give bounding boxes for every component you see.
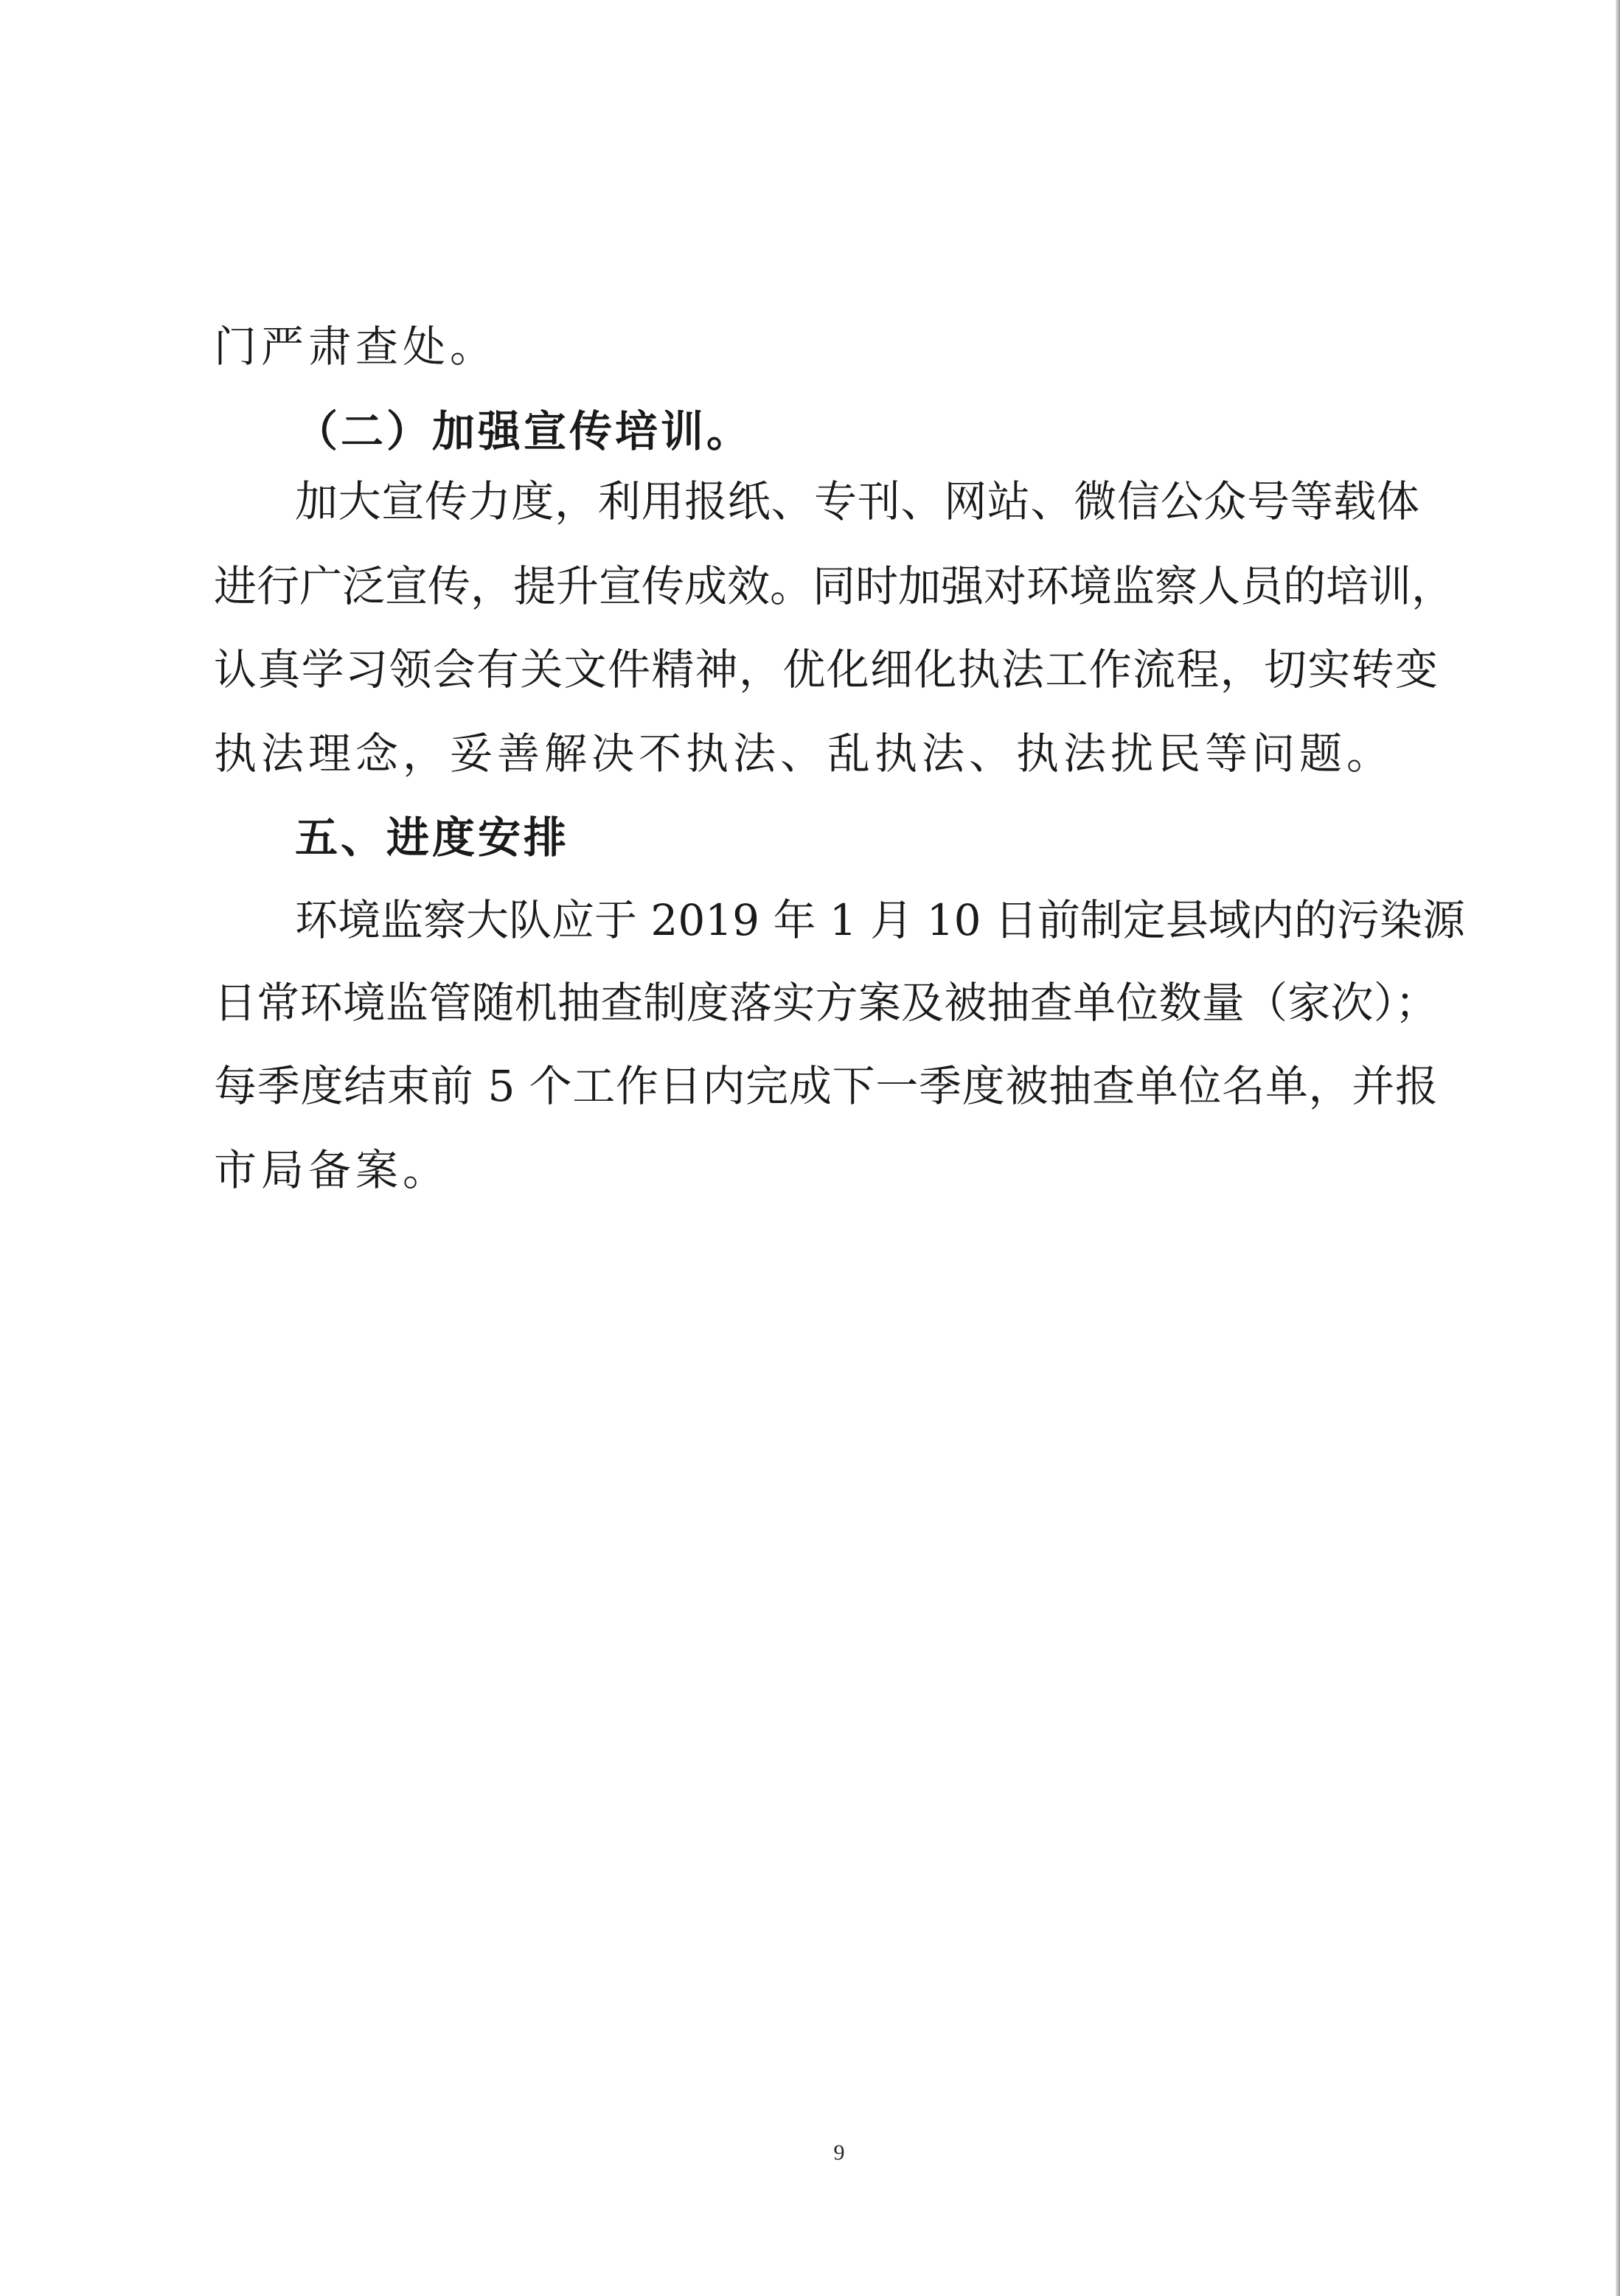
paragraph-3-line-1: 环境监察大队应于 2019 年 1 月 10 日前制定县域内的污染源 — [295, 895, 1465, 945]
paragraph-3-line-2: 日常环境监管随机抽查制度落实方案及被抽查单位数量（家次）； — [214, 978, 1438, 1028]
paragraph-2-line-2: 进行广泛宣传，提升宣传成效。同时加强对环境监察人员的培训， — [214, 561, 1455, 611]
paragraph-1-line-1: 门严肃查处。 — [214, 321, 498, 372]
scan-edge-shadow — [1616, 0, 1620, 2296]
page-number: 9 — [833, 2140, 845, 2165]
paragraph-3-line-4: 市局备案。 — [214, 1145, 451, 1195]
paragraph-2-line-3: 认真学习领会有关文件精神，优化细化执法工作流程，切实转变 — [214, 644, 1438, 695]
paragraph-2-line-4: 执法理念，妥善解决不执法、乱执法、执法扰民等问题。 — [214, 728, 1394, 779]
paragraph-3-line-3: 每季度结束前 5 个工作日内完成下一季度被抽查单位名单，并报 — [214, 1061, 1438, 1111]
section-heading-publicity-training: （二）加强宣传培训。 — [295, 406, 753, 456]
paragraph-2-line-1: 加大宣传力度，利用报纸、专刊、网站、微信公众号等载体 — [295, 476, 1419, 526]
section-heading-schedule: 五、进度安排 — [295, 813, 570, 863]
